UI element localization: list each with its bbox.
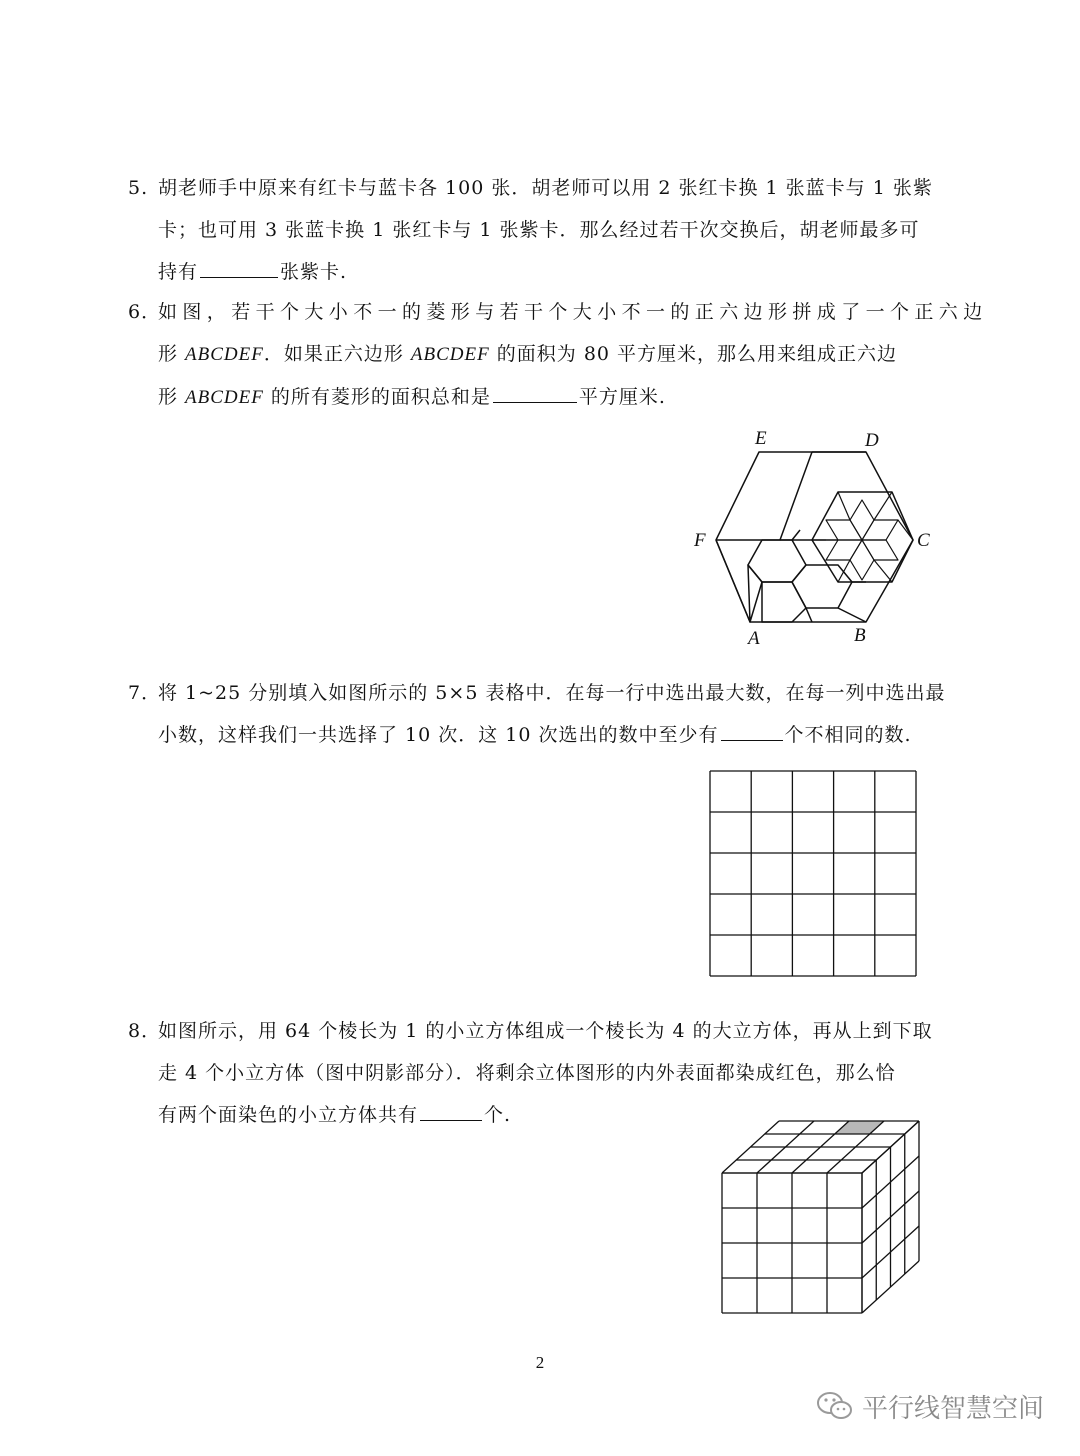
question-8: 8．如图所示，用 64 个棱长为 1 的小立方体组成一个棱长为 4 的大立方体，再从上到下取 走 4 个小立方体（图中阴影部分）．将剩余立体图形的内外表面都染成红色，那么恰 有两个面染色的小立方体共有 个. xyxy=(128,1010,958,1136)
medium-hexagon xyxy=(812,492,913,582)
five-by-five-grid xyxy=(709,770,919,978)
question-7: 7．将 1~25 分别填入如图所示的 5×5 表格中．在每一行中选出最大数，在每一列中选出最 小数，这样我们一共选择了 10 次．这 10 次选出的数中至少有 个不相同的数. xyxy=(128,672,958,756)
page-number: 2 xyxy=(535,1353,545,1372)
question-text: 如图所示，用 64 个棱长为 1 的小立方体组成一个棱长为 4 的大立方体，再从上到下取 xyxy=(158,1020,933,1042)
small-rhombus xyxy=(862,520,898,540)
small-hexagon xyxy=(792,565,852,608)
vertex-label-c: C xyxy=(917,530,930,551)
small-hexagon xyxy=(762,582,806,622)
question-number: 8． xyxy=(128,1020,162,1042)
watermark-text: 平行线智慧空间 xyxy=(861,1393,1044,1424)
cube-figure xyxy=(715,1115,925,1325)
rhombus-edge xyxy=(716,452,812,540)
answer-blank[interactable] xyxy=(200,251,278,278)
question-5: 5. 胡老师手中原来有红卡与蓝卡各 100 张．胡老师可以用 2 张红卡换 1 张蓝卡与 1 张紫 卡；也可用 3 张蓝卡换 1 张红卡与 1 张紫卡．那么经过若干次交换后，胡老师最多可 持有 张紫卡. xyxy=(128,167,958,293)
question-number: 6． xyxy=(128,301,162,323)
answer-blank[interactable] xyxy=(493,376,577,403)
question-number: 5. xyxy=(128,177,149,199)
vertex-label-b: B xyxy=(854,625,866,646)
question-number: 7． xyxy=(128,682,162,704)
watermark xyxy=(816,1386,1044,1426)
vertex-label-a: A xyxy=(748,628,760,649)
small-rhombus xyxy=(850,500,874,540)
vertex-label-e: E xyxy=(755,428,767,449)
small-rhombus xyxy=(850,540,874,580)
hexagon-figure xyxy=(690,425,940,650)
small-rhombus xyxy=(826,520,862,540)
answer-blank[interactable] xyxy=(721,714,783,741)
outer-hexagon xyxy=(716,452,913,622)
question-text: 将 1~25 分别填入如图所示的 5×5 表格中．在每一行中选出最大数，在每一列中选出最 xyxy=(158,682,946,704)
answer-blank[interactable] xyxy=(420,1094,482,1121)
rhombus-edge xyxy=(716,540,750,622)
question-6: 6．如图，若干个大小不一的菱形与若干个大小不一的正六边形拼成了一个正六边 形 ABCDEF．如果正六边形 ABCDEF 的面积为 80 平方厘米，那么用来组成正六边 形 ABCDEF 的所有菱形的面积总和是 平方厘米. xyxy=(128,291,958,419)
question-text: 如图，若干个大小不一的菱形与若干个大小不一的正六边形拼成了一个正六边 xyxy=(158,301,988,323)
question-text: 胡老师手中原来有红卡与蓝卡各 100 张．胡老师可以用 2 张红卡换 1 张蓝卡与 1 张紫 xyxy=(158,177,933,199)
question-text: 走 4 个小立方体（图中阴影部分）．将剩余立体图形的内外表面都染成红色，那么恰 xyxy=(158,1062,896,1084)
wechat-icon xyxy=(816,1390,854,1422)
small-rhombus xyxy=(826,540,862,560)
vertex-label-d: D xyxy=(865,430,879,451)
vertex-label-f: F xyxy=(694,530,706,551)
question-text: 卡；也可用 3 张蓝卡换 1 张红卡与 1 张紫卡．那么经过若干次交换后，胡老师最多可 xyxy=(158,219,920,241)
